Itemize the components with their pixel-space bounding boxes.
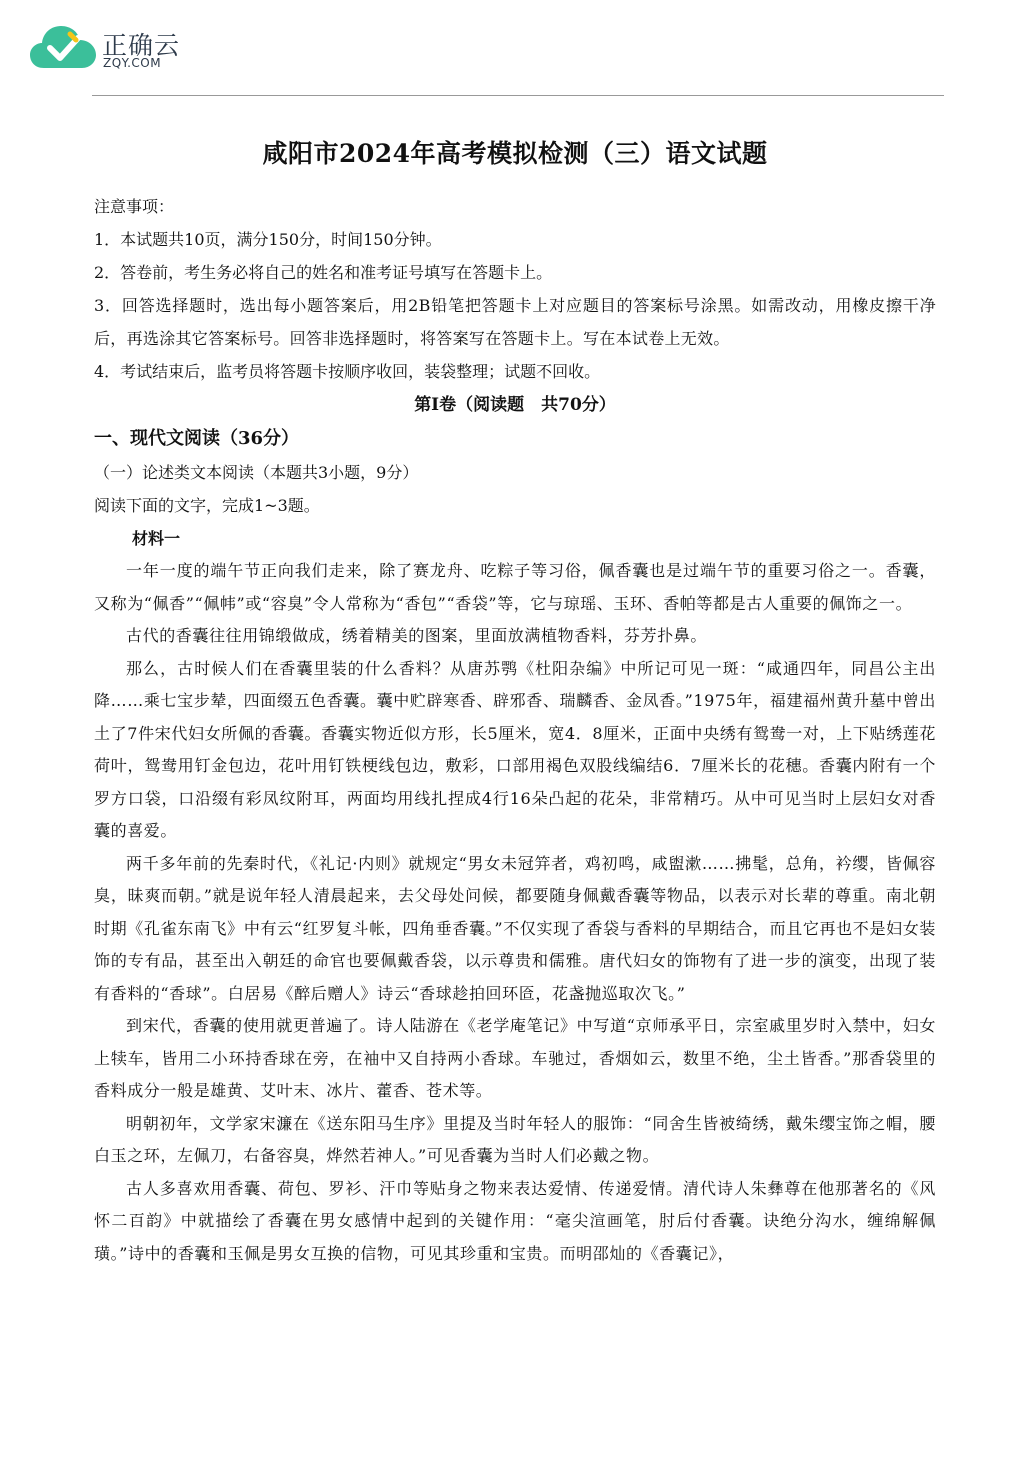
notice-heading: 注意事项： — [94, 197, 175, 216]
logo-subtitle: ZQY.COM — [103, 56, 162, 70]
zqy-logo — [30, 24, 180, 74]
notice-item-3: 3．回答选择题时，选出每小题答案后，用2B铅笔把答题卡上对应题目的答案标号涂黑。如需改动，用橡皮擦干净后，再选涂其它答案标号。回答非选择题时，将答案写在答题卡上。写在本试卷上无效。 — [94, 296, 936, 348]
notice-item-2: 2．答卷前，考生务必将自己的姓名和准考证号填写在答题卡上。 — [94, 263, 553, 282]
paragraph-5: 到宋代，香囊的使用就更普遍了。诗人陆游在《老学庵笔记》中写道“京师承平日，宗室戚里岁时入禁中，妇女上犊车，皆用二小环持香球在旁，在袖中又自持两小香球。车驰过，香烟如云，数里不绝，尘土皆香。”那香袋里的香料成分一般是雄黄、艾叶末、冰片、藿香、苍术等。 — [94, 1016, 936, 1100]
paragraph-1: 一年一度的端午节正向我们走来，除了赛龙舟、吃粽子等习俗，佩香囊也是过端午节的重要习俗之一。香囊，又称为“佩香”“佩帏”或“容臭”令人常称为“香包”“香袋”等，它与琼瑶、玉环、香帕等都是古人重要的佩饰之一。 — [94, 561, 936, 613]
notice-item-1: 1．本试题共10页，满分150分，时间150分钟。 — [94, 230, 442, 249]
notice-item-4: 4．考试结束后，监考员将答题卡按顺序收回，装袋整理；试题不回收。 — [94, 362, 601, 381]
part-title: 第I卷（阅读题 共70分） — [414, 395, 616, 415]
exam-content — [94, 134, 936, 1270]
paragraph-4: 两千多年前的先秦时代，《礼记·内则》就规定“男女未冠笄者，鸡初鸣，咸盥漱……拂髦，总角，衿缨，皆佩容臭，昧爽而朝。”就是说年轻人清晨起来，去父母处问候，都要随身佩戴香囊等物品，以表示对长辈的尊重。南北朝时期《孔雀东南飞》中有云“红罗复斗帐，四角垂香囊。”不仅实现了香袋与香料的早期结合，而且它再也不是妇女装饰的专有品，甚至出入朝廷的命官也要佩戴香袋，以示尊贵和儒雅。唐代妇女的饰物有了进一步的演变，出现了装有香料的“香球”。白居易《醉后赠人》诗云“香球趁拍回环匼，花盏抛巡取次飞。” — [94, 853, 936, 1003]
paragraph-2: 古代的香囊往往用锦缎做成，绣着精美的图案，里面放满植物香料，芬芳扑鼻。 — [126, 626, 708, 645]
cloud-check-icon — [30, 24, 96, 70]
paragraph-7: 古人多喜欢用香囊、荷包、罗衫、汗巾等贴身之物来表达爱情、传递爱情。清代诗人朱彝尊在他那著名的《风怀二百韵》中就描绘了香囊在男女感情中起到的关键作用：“毫尖渲画笔，肘后付香囊。诀绝分沟水，缠绵解佩璜。”诗中的香囊和玉佩是男女互换的信物，可见其珍重和宝贵。而明邵灿的《香囊记》， — [94, 1178, 936, 1263]
instruction: 阅读下面的文字，完成1~3题。 — [94, 496, 320, 515]
exam-title: 咸阳市2024年高考模拟检测（三）语文试题 — [262, 139, 768, 168]
logo-name: 正确云 — [102, 31, 181, 60]
paragraph-3: 那么，古时候人们在香囊里装的什么香料？从唐苏鹗《杜阳杂编》中所记可见一斑：“咸通四年，同昌公主出降……乘七宝步辇，四面缀五色香囊。囊中贮辟寒香、辟邪香、瑞麟香、金凤香。”1975年，福建福州黄升墓中曾出土了7件宋代妇女所佩的香囊。香囊实物近似方形，长5厘米，宽4．8厘米，正面中央绣有鸳鸯一对，上下贴绣莲花荷叶，鸳鸯用钉金包边，花叶用钉铁梗线包边，敷彩，口部用褐色双股线编结6．7厘米长的花穗。香囊内附有一个罗方口袋，口沿缀有彩凤纹附耳，两面均用线扎捏成4行16朵凸起的花朵，非常精巧。从中可见当时上层妇女对香囊的喜爱。 — [94, 658, 936, 840]
header-divider — [92, 95, 944, 96]
section-title: 一、现代文阅读（36分） — [94, 428, 300, 449]
paragraph-6: 明朝初年，文学家宋濂在《送东阳马生序》里提及当时年轻人的服饰：“同舍生皆被绮绣，戴朱缨宝饰之帽，腰白玉之环，左佩刀，右备容臭，烨然若神人。”可见香囊为当时人们必戴之物。 — [94, 1113, 936, 1165]
subsection-title: （一）论述类文本阅读（本题共3小题，9分） — [94, 463, 419, 482]
material-title: 材料一 — [132, 529, 181, 548]
